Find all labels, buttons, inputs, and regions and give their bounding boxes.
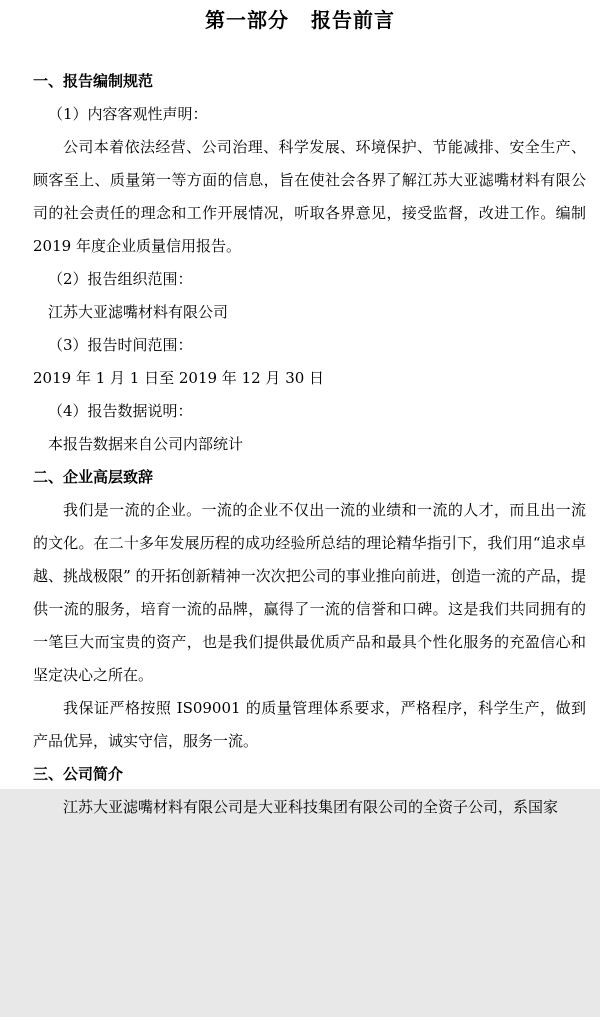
- item-period-label: （3）报告时间范围：: [48, 336, 193, 354]
- item-objectivity-label: （1）内容客观性声明：: [48, 105, 208, 123]
- page-title: [0, 0, 600, 40]
- leadership-paragraph-2: 我保证严格按照 IS09001 的质量管理体系要求，严格程序，科学生产，做到产品优异，诚实守信，服务一流。: [33, 699, 586, 750]
- company-profile-text: 江苏大亚滤嘴材料有限公司是大亚科技集团有限公司的全资子公司，系国家: [63, 798, 559, 816]
- item-data-label: （4）报告数据说明：: [48, 402, 193, 420]
- section-heading-company-profile: 三、公司简介: [33, 765, 124, 783]
- title-part: 第一部分: [205, 8, 289, 32]
- item-objectivity-text: 公司本着依法经营、公司治理、科学发展、环境保护、节能减排、安全生产、顾客至上、质量第一等方面的信息，旨在使社会各界了解江苏大亚滤嘴材料有限公司的社会责任的理念和工作开展情况，听取各界意见，接受监督，改进工作。编制 2019 年度企业质量信用报告。: [33, 138, 586, 255]
- section-heading-report-norms: 一、报告编制规范: [33, 72, 154, 90]
- section-heading-leadership-address: 二、企业高层致辞: [33, 468, 154, 486]
- item-scope-text: 江苏大亚滤嘴材料有限公司: [48, 303, 229, 321]
- leadership-paragraph-1: 我们是一流的企业。一流的企业不仅出一流的业绩和一流的人才，而且出一流的文化。在二十多年发展历程的成功经验所总结的理论精华指引下，我们用“追求卓越、挑战极限” 的开拓创新精神一次次把公司的事业推向前进，创造一流的产品，提供一流的服务，培育一流的品牌，赢得了一流的信誉和口碑。这是我们共同拥有的一笔巨大而宝贵的资产，也是我们提供最优质产品和最具个性化服务的充盈信心和坚定决心之所在。: [33, 501, 586, 684]
- item-period-text: 2019 年 1 月 1 日至 2019 年 12 月 30 日: [33, 369, 325, 387]
- item-data-text: 本报告数据来自公司内部统计: [48, 435, 244, 453]
- title-name: 报告前言: [311, 8, 395, 32]
- item-scope-label: （2）报告组织范围：: [48, 270, 193, 288]
- company-profile-partial-text: [33, 791, 586, 816]
- page-body: [0, 65, 600, 816]
